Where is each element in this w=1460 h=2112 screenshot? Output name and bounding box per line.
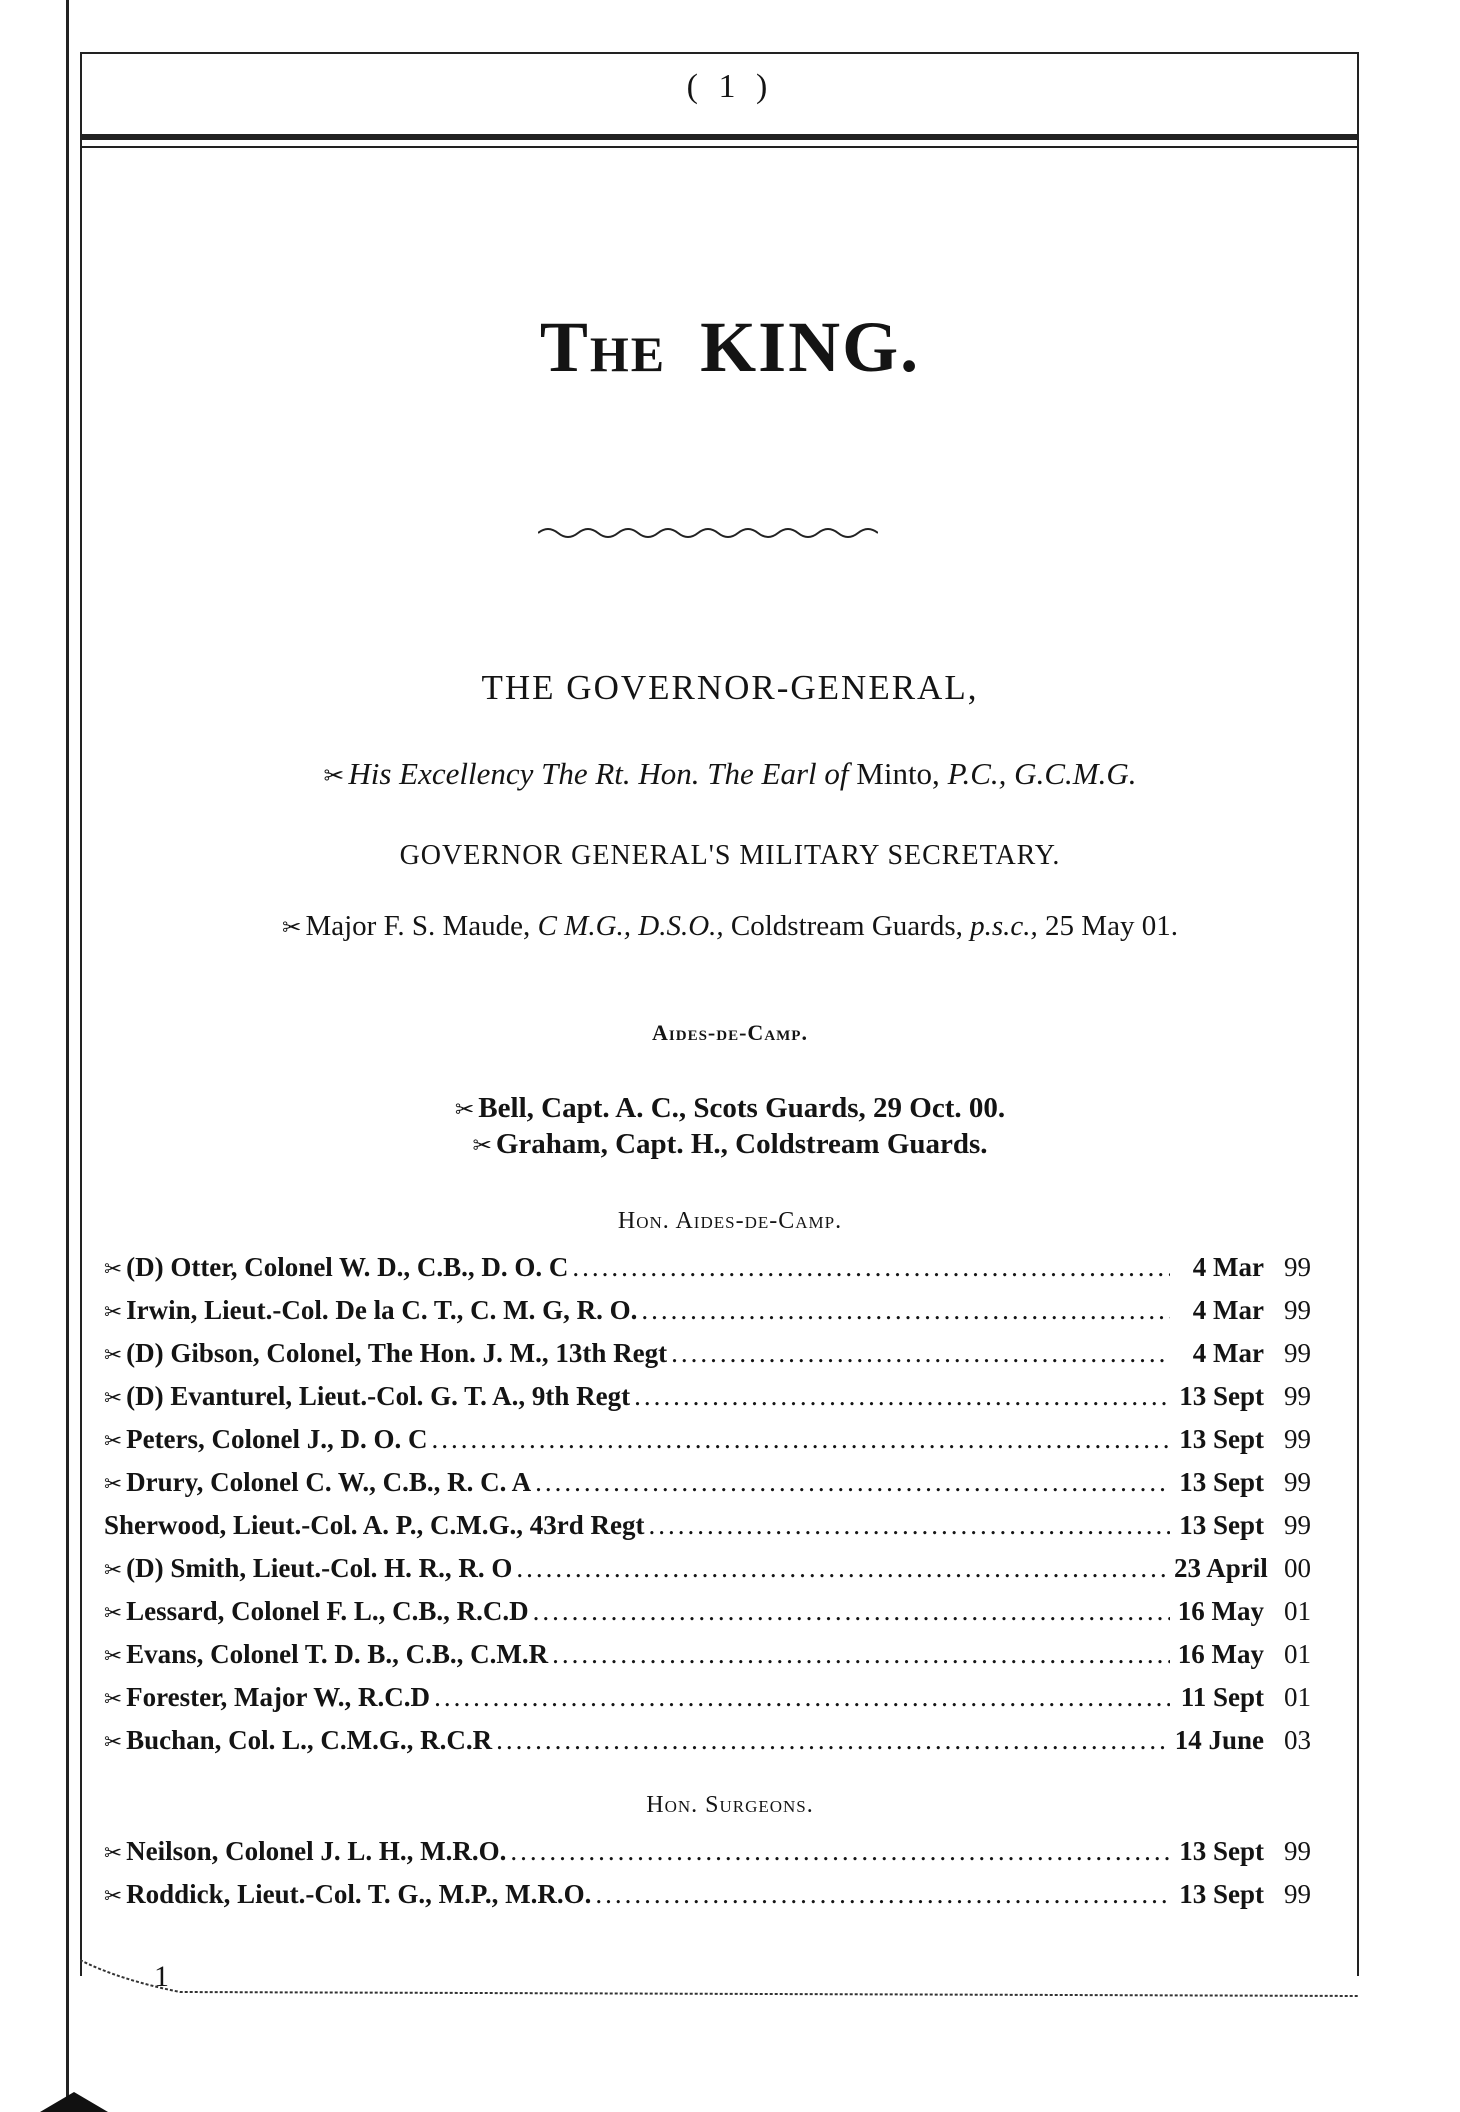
hon-adc-row: ✂ (D) Otter, Colonel W. D., C.B., D. O. C ..... 4 Mar 99 xyxy=(104,1252,1314,1292)
scissors-icon: ✂ xyxy=(282,914,302,941)
hon-adc-row: ✂ Peters, Colonel J., D. O. C ..... 13 Sept 99 xyxy=(104,1424,1314,1464)
hon-adc-row: ✂ Forester, Major W., R.C.D ..... 11 Sept 01 xyxy=(104,1682,1314,1722)
scissors-icon: ✂ xyxy=(104,1730,123,1755)
scissors-icon: ✂ xyxy=(104,1558,123,1583)
aides-de-camp-heading: Aides-de-Camp. xyxy=(652,1020,808,1045)
hon-adc-row: ✂ Buchan, Col. L., C.M.G., R.C.R ..... 14 June 03 xyxy=(104,1725,1314,1765)
corner-smudge xyxy=(40,2092,108,2112)
scissors-icon: ✂ xyxy=(104,1601,123,1626)
page-title xyxy=(0,306,1460,389)
hon-surgeon-row: ✂ Neilson, Colonel J. L. H., M.R.O. ..... 13 Sept 99 xyxy=(104,1836,1314,1876)
hon-adc-row: Sherwood, Lieut.-Col. A. P., C.M.G., 43rd Regt ..... 13 Sept 99 xyxy=(104,1510,1314,1550)
footer-rule xyxy=(80,1950,1360,2010)
scissors-icon: ✂ xyxy=(104,1644,123,1669)
military-secretary-heading: GOVERNOR GENERAL'S MILITARY SECRETARY. xyxy=(399,840,1061,871)
scissors-icon: ✂ xyxy=(104,1841,123,1866)
footer-mark: 1 xyxy=(154,1960,169,1993)
scissors-icon: ✂ xyxy=(104,1300,123,1325)
scissors-icon: ✂ xyxy=(454,1096,475,1123)
scissors-icon: ✂ xyxy=(104,1386,123,1411)
page-number: ( 1 ) xyxy=(686,68,774,105)
military-secretary-name: ✂ Major F. S. Maude, C M.G., D.S.O., Coldstream Guards, p.s.c., 25 May 01. xyxy=(282,910,1178,942)
hon-adc-row: ✂ Irwin, Lieut.-Col. De la C. T., C. M. G, R. O. ..... 4 Mar 99 xyxy=(104,1295,1314,1335)
scissors-icon: ✂ xyxy=(323,761,345,790)
hon-surgeon-row: ✂ Roddick, Lieut.-Col. T. G., M.P., M.R.O. ..... 13 Sept 99 xyxy=(104,1879,1314,1919)
governor-general-name: ✂ His Excellency The Rt. Hon. The Earl of Minto, P.C., G.C.M.G. xyxy=(323,756,1137,791)
hon-adc-row: ✂ (D) Gibson, Colonel, The Hon. J. M., 13th Regt ..... 4 Mar 99 xyxy=(104,1338,1314,1378)
hon-adc-row: ✂ Evans, Colonel T. D. B., C.B., C.M.R ..... 16 May 01 xyxy=(104,1639,1314,1679)
title-word-king: KING. xyxy=(700,307,921,387)
scissors-icon: ✂ xyxy=(104,1472,123,1497)
top-border-line xyxy=(80,52,1359,54)
title-word-the: The xyxy=(539,307,667,387)
hon-adc-row: ✂ (D) Smith, Lieut.-Col. H. R., R. O ..... 23 April 00 xyxy=(104,1553,1314,1593)
header-rule-thin xyxy=(80,146,1359,148)
scissors-icon: ✂ xyxy=(104,1257,123,1282)
governor-general-heading: THE GOVERNOR-GENERAL, xyxy=(481,668,979,707)
hon-surgeons-heading: Hon. Surgeons. xyxy=(646,1792,814,1818)
hon-adc-row: ✂ Lessard, Colonel F. L., C.B., R.C.D ..... 16 May 01 xyxy=(104,1596,1314,1636)
scissors-icon: ✂ xyxy=(472,1132,492,1159)
aide-de-camp-entry: ✂ Bell, Capt. A. C., Scots Guards, 29 Oct. 00. xyxy=(454,1092,1006,1124)
hon-aides-de-camp-heading: Hon. Aides-de-Camp. xyxy=(617,1208,843,1234)
scissors-icon: ✂ xyxy=(104,1343,123,1368)
hon-adc-row: ✂ (D) Evanturel, Lieut.-Col. G. T. A., 9th Regt ..... 13 Sept 99 xyxy=(104,1381,1314,1421)
scissors-icon: ✂ xyxy=(104,1687,123,1712)
scissors-icon: ✂ xyxy=(104,1884,123,1909)
hon-adc-row: ✂ Drury, Colonel C. W., C.B., R. C. A ..... 13 Sept 99 xyxy=(104,1467,1314,1507)
scissors-icon: ✂ xyxy=(104,1429,123,1454)
header-rule-thick xyxy=(80,134,1359,140)
wavy-divider xyxy=(538,524,878,542)
aide-de-camp-entry: ✂ Graham, Capt. H., Coldstream Guards. xyxy=(472,1128,988,1160)
